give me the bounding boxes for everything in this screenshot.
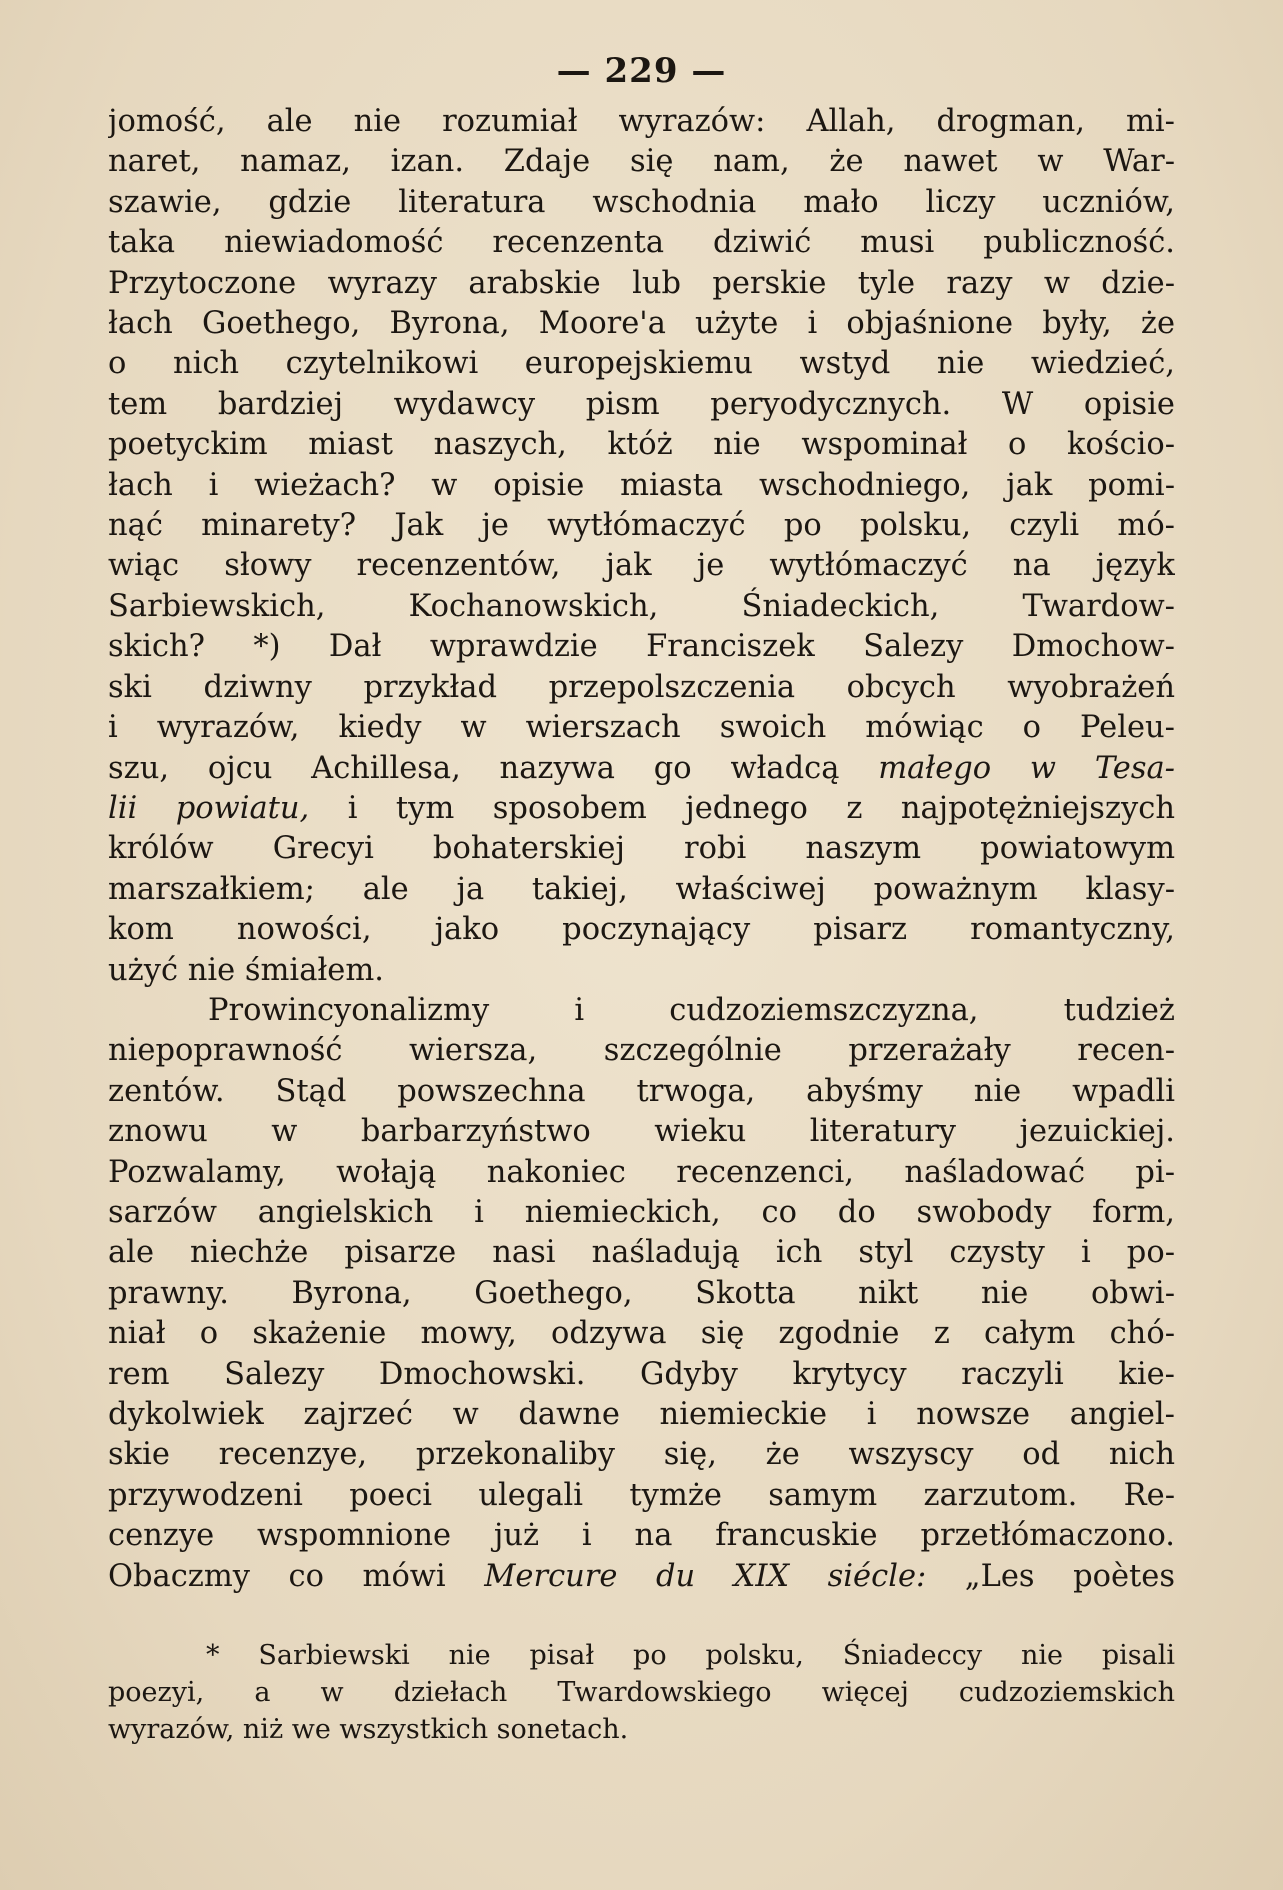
text-line: Przytoczone wyrazy arabskie lub perskie tyle razy w dzie- (108, 265, 1175, 301)
text-line-with-italic (108, 1557, 1175, 1597)
text-line: dykolwiek zajrzeć w dawne niemieckie i nowsze angiel- (108, 1397, 1175, 1432)
text-line: znowu w barbarzyństwo wieku literatury jezuickiej. (108, 1114, 1175, 1150)
text-line: rem Salezy Dmochowski. Gdyby krytycy raczyli kie- (108, 1356, 1175, 1392)
text-line-with-italic (108, 789, 1175, 829)
text-line-with-italic (108, 749, 1175, 789)
text-line: skich? *) Dał wprawdzie Franciszek Salezy Dmochow- (108, 629, 1175, 665)
text-line: użyć nie śmiałem. (108, 952, 384, 988)
text-line: skie recenzye, przekonaliby się, że wszyscy od nich (108, 1437, 1175, 1473)
main-text (108, 102, 1175, 1597)
text-segment: „Les poètes (926, 1558, 1175, 1594)
text-segment: Obaczmy co mówi (108, 1558, 485, 1594)
italic-phrase: lii powiatu, (108, 790, 310, 826)
text-line: ale niechże pisarze nasi naśladują ich styl czysty i po- (108, 1235, 1175, 1271)
text-line: ski dziwny przykład przepolszczenia obcych wyobrażeń (108, 669, 1175, 705)
footnote-line: poezyi, a w dziełach Twardowskiego więcej cudzoziemskich (108, 1677, 1175, 1709)
text-line: cenzye wspomnione już i na francuskie przetłómaczono. (108, 1518, 1175, 1554)
text-line: niał o skażenie mowy, odzywa się zgodnie z całym chó- (108, 1316, 1175, 1352)
footnote-line: * Sarbiewski nie pisał po polsku, Śniadeccy nie pisali (206, 1640, 1175, 1672)
text-line: Prowincyonalizmy i cudzoziemszczyzna, tudzież (208, 992, 1175, 1028)
text-line: taka niewiadomość recenzenta dziwić musi publiczność. (108, 225, 1175, 261)
text-line: o nich czytelnikowi europejskiemu wstyd nie wiedzieć, (108, 346, 1175, 382)
italic-phrase: małego w Tesa- (878, 750, 1175, 786)
text-segment: szu, ojcu Achillesa, nazywa go władcą (108, 750, 879, 786)
text-line: Sarbiewskich, Kochanowskich, Śniadeckich, Twardow- (108, 588, 1175, 624)
text-line: kom nowości, jako poczynający pisarz romantyczny, (108, 912, 1175, 948)
footnote-line: wyrazów, niż we wszystkich sonetach. (108, 1714, 629, 1746)
text-line: Pozwalamy, wołają nakoniec recenzenci, naśladować pi- (108, 1154, 1175, 1190)
text-line: naret, namaz, izan. Zdaje się nam, że nawet w War- (108, 144, 1175, 180)
text-line: królów Grecyi bohaterskiej robi naszym powiatowym (108, 831, 1175, 867)
text-line: tem bardziej wydawcy pism peryodycznych. W opisie (108, 386, 1175, 422)
text-line: i wyrazów, kiedy w wierszach swoich mówiąc o Peleu- (108, 710, 1175, 746)
text-line: łach Goethego, Byrona, Moore'a użyte i objaśnione były, że (108, 306, 1175, 342)
text-line: marszałkiem; ale ja takiej, właściwej poważnym klasy- (108, 871, 1175, 907)
footnote (108, 1637, 1175, 1748)
text-line: przywodzeni poeci ulegali tymże samym zarzutom. Re- (108, 1477, 1175, 1513)
text-segment: i tym sposobem jednego z najpotężniejszych (309, 790, 1175, 826)
text-line: wiąc słowy recenzentów, jak je wytłómaczyć na język (108, 548, 1175, 584)
italic-phrase: Mercure du XIX siécle: (484, 1558, 927, 1594)
text-line: prawny. Byrona, Goethego, Skotta nikt nie obwi- (108, 1275, 1175, 1311)
text-line: niepoprawność wiersza, szczególnie przerażały recen- (108, 1033, 1175, 1069)
text-line: jomość, ale nie rozumiał wyrazów: Allah, drogman, mi- (108, 104, 1175, 139)
text-line: poetyckim miast naszych, któż nie wspominał o kościo- (108, 427, 1175, 463)
text-line: nąć minarety? Jak je wytłómaczyć po polsku, czyli mó- (108, 508, 1175, 544)
footnote-gap (108, 1597, 1175, 1637)
text-line: sarzów angielskich i niemieckich, co do swobody form, (108, 1194, 1175, 1230)
text-line: łach i wieżach? w opisie miasta wschodniego, jak pomi- (108, 467, 1175, 503)
text-line: zentów. Stąd powszechna trwoga, abyśmy nie wpadli (108, 1073, 1175, 1109)
text-line: szawie, gdzie literatura wschodnia mało liczy uczniów, (108, 184, 1175, 220)
page-number: — 229 — (556, 51, 727, 91)
